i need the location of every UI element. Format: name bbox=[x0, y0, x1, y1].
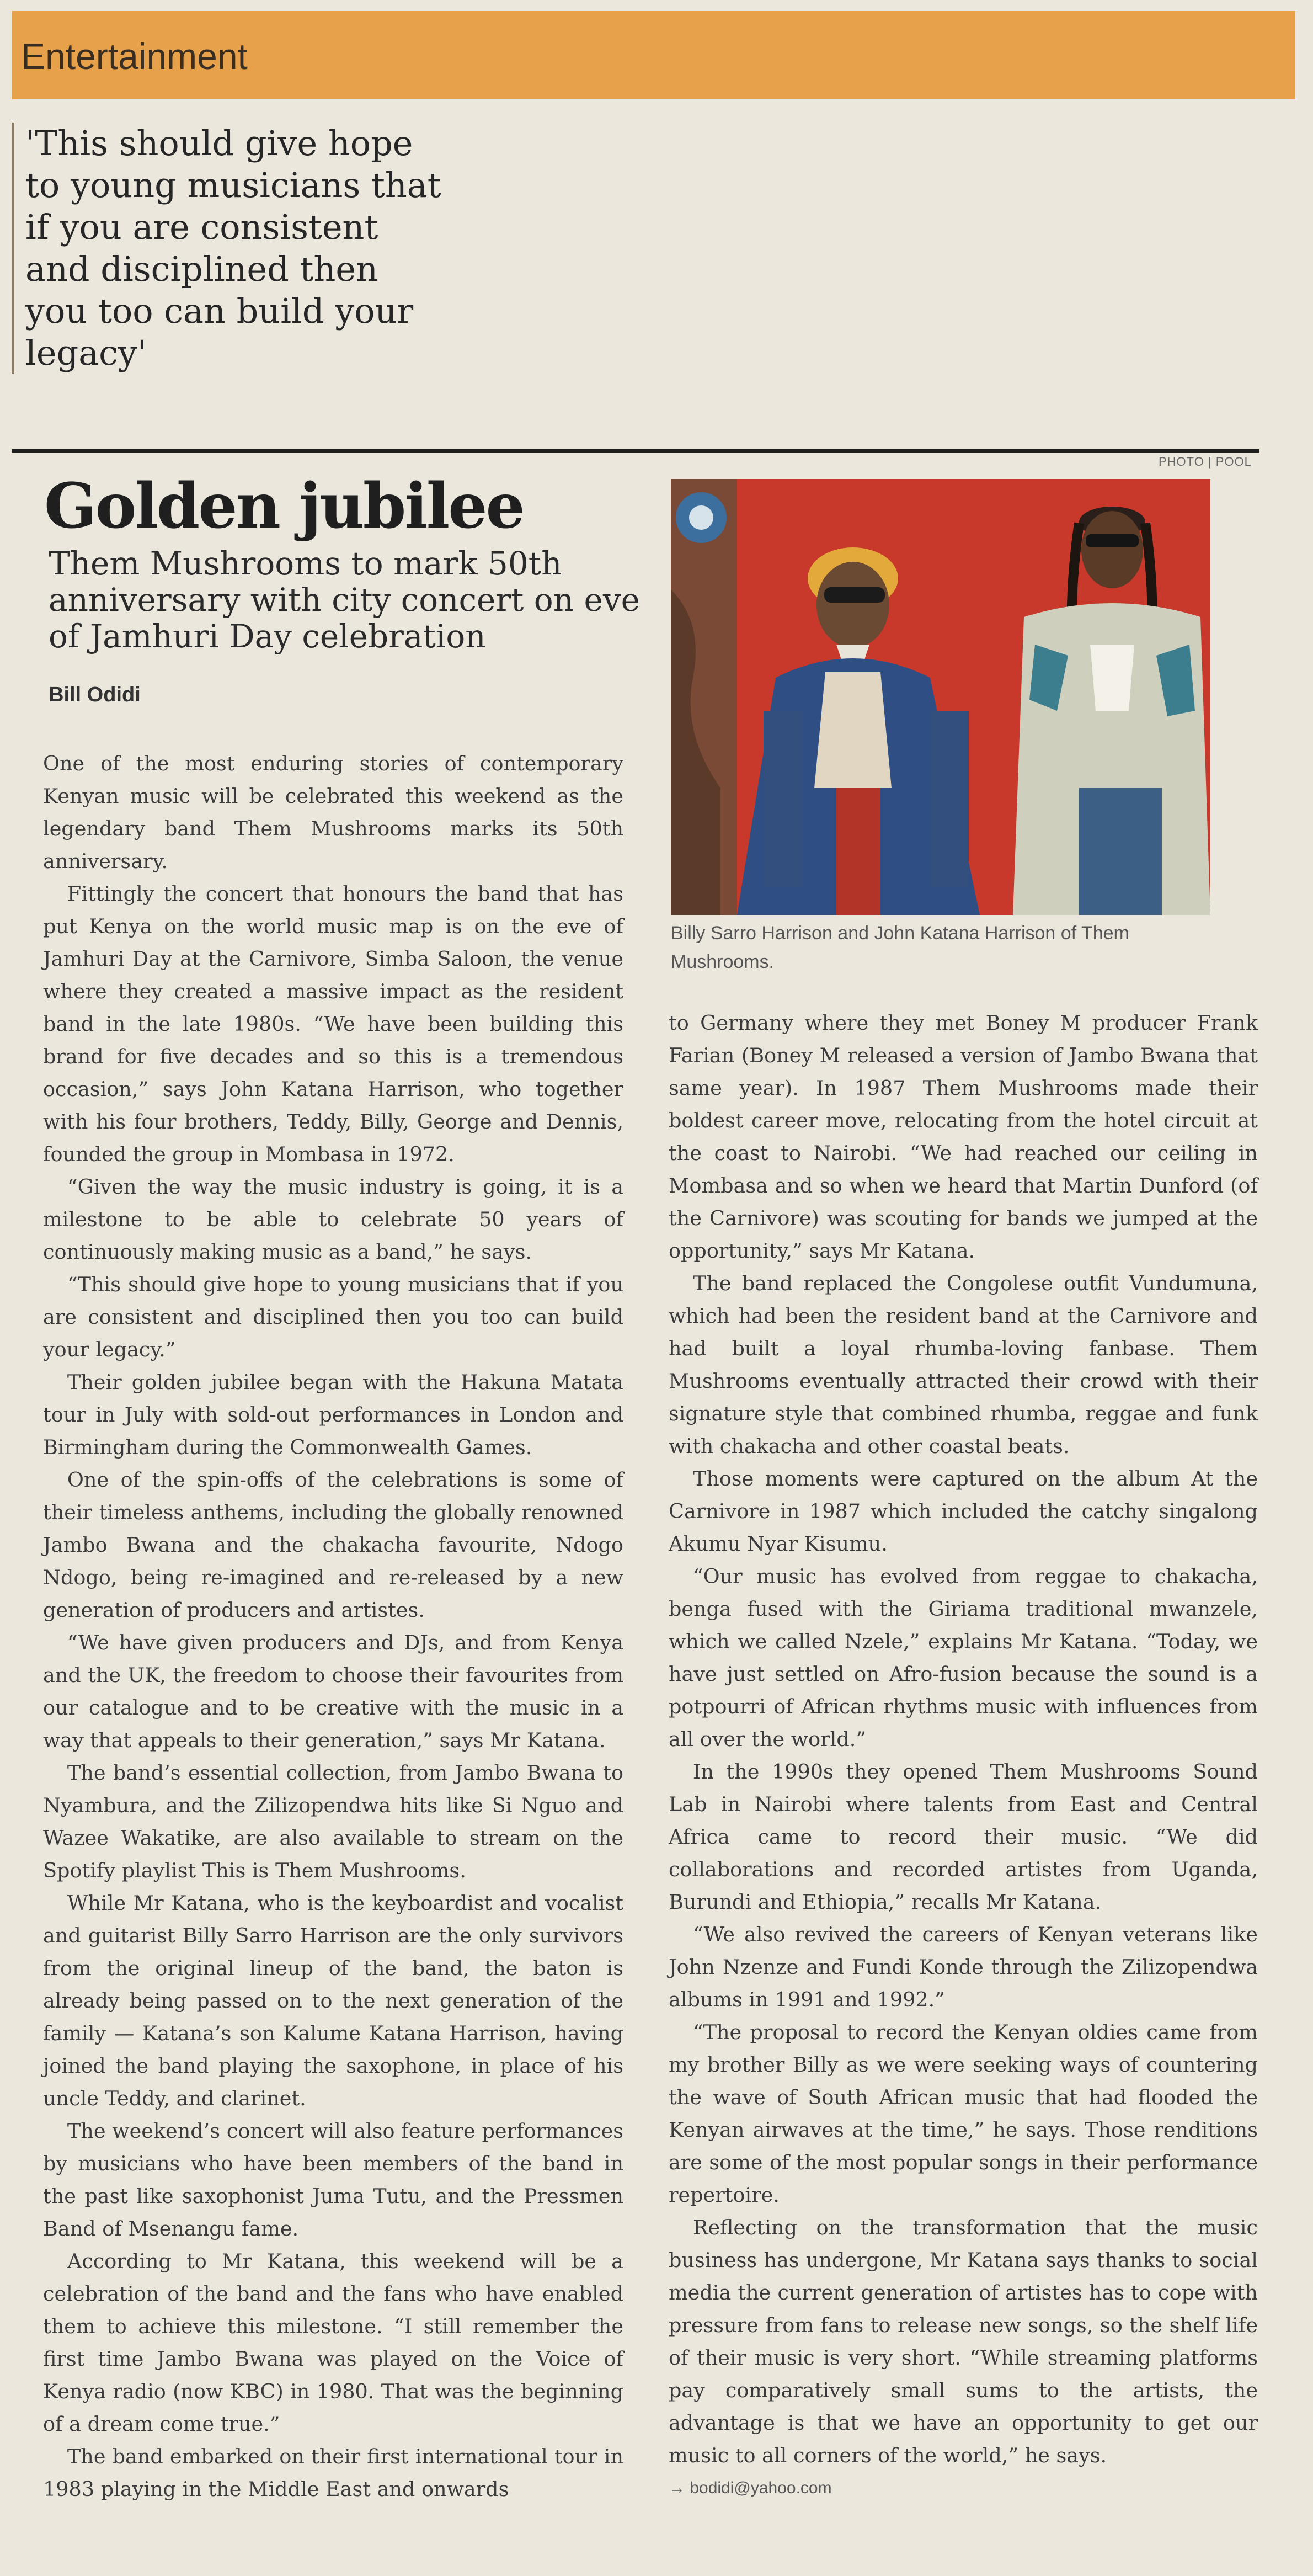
photo-caption: Billy Sarro Harrison and John Katana Harrison of Them Mushrooms. bbox=[671, 923, 1129, 972]
article-paragraph: One of the most enduring stories of contemporary Kenyan music will be celebrated this weekend as the legendary band Them Mushrooms marks its 50th anniversary. bbox=[43, 752, 623, 873]
article-paragraph: The band embarked on their first international tour in 1983 playing in the Middle East and onwards bbox=[43, 2445, 623, 2501]
pull-quote: 'This should give hope to young musicians that if you are consistent and disciplined then you too can build your legacy' bbox=[12, 123, 445, 374]
article-paragraph: While Mr Katana, who is the keyboardist and vocalist and guitarist Billy Sarro Harrison are the only survivors from the original lineup of the band, the baton is already being passed on to the next generation of the family — Katana’s son Kalume Katana Harrison, having joined the band playing the saxophone, in place of his uncle Teddy, and clarinet. bbox=[43, 1891, 623, 2110]
article-paragraph: “We also revived the careers of Kenyan veterans like John Nzenze and Fundi Konde through the Zilizopendwa albums in 1991 and 1992.” bbox=[669, 1923, 1258, 2011]
subheadline: Them Mushrooms to mark 50th anniversary with city concert on eve of Jamhuri Day celebration bbox=[49, 545, 640, 655]
article-paragraph: The band replaced the Congolese outfit Vundumuna, which had been the resident band at the Carnivore and had built a loyal rhumba-loving fanbase. Them Mushrooms eventually attracted their crowd with their signature style that combined rhumba, reggae and funk with chakacha and other coastal beats. bbox=[669, 1271, 1258, 1458]
article-paragraph: Those moments were captured on the album At the Carnivore in 1987 which included the catchy singalong Akumu Nyar Kisumu. bbox=[669, 1467, 1258, 1556]
article-paragraph: “Our music has evolved from reggae to chakacha, benga fused with the Giriama traditional mwanzele, which we called Nzele,” explains Mr Katana. “Today, we have just settled on Afro-fusion because the sound is a potpourri of African rhythms music with influences from all over the world.” bbox=[669, 1564, 1258, 1751]
section-label: Entertainment bbox=[21, 36, 248, 77]
byline: Bill Odidi bbox=[49, 683, 141, 706]
article-paragraph: The weekend’s concert will also feature performances by musicians who have been members of the band in the past like saxophonist Juma Tutu, and the Pressmen Band of Msenangu fame. bbox=[43, 2119, 623, 2240]
photo-credit: PHOTO | POOL bbox=[1159, 455, 1252, 469]
article-paragraph: The band’s essential collection, from Jambo Bwana to Nyambura, and the Zilizopendwa hits like Si Nguo and Wazee Wakatike, are also available to stream on the Spotify playlist This is Them Mushrooms. bbox=[43, 1761, 623, 1882]
article-paragraph: One of the spin-offs of the celebrations is some of their timeless anthems, including the globally renowned Jambo Bwana and the chakacha favourite, Ndogo Ndogo, being re-imagined and re-released by a new generation of producers and artistes. bbox=[43, 1468, 623, 1622]
headline: Golden jubilee bbox=[44, 470, 524, 542]
article-paragraph: Fittingly the concert that honours the band that has put Kenya on the world music map is on the eve of Jamhuri Day at the Carnivore, Simba Saloon, the venue where they created a massive impact as the resident band in the late 1980s. “We have been building this brand for five decades and so this is a tremendous occasion,” says John Katana Harrison, who together with his four brothers, Teddy, Billy, George and Dennis, founded the group in Mombasa in 1972. bbox=[43, 882, 623, 1166]
divider-rule bbox=[12, 449, 1259, 453]
article-paragraph: According to Mr Katana, this weekend will be a celebration of the band and the fans who have enabled them to achieve this milestone. “I still remember the first time Jambo Bwana was played on the Voice of Kenya radio (now KBC) in 1980. That was the beginning of a dream come true.” bbox=[43, 2249, 623, 2436]
article-paragraph: In the 1990s they opened Them Mushrooms Sound Lab in Nairobi where talents from East and Central Africa came to record their music. “We did collaborations and recorded artistes from Uganda, Burundi and Ethiopia,” recalls Mr Katana. bbox=[669, 1760, 1258, 1914]
article-paragraph: Their golden jubilee began with the Hakuna Matata tour in July with sold-out performances in London and Birmingham during the Commonwealth Games. bbox=[43, 1370, 623, 1459]
article-paragraph: “The proposal to record the Kenyan oldies came from my brother Billy as we were seeking ways of countering the wave of South African music that had flooded the Kenyan airwaves at the time,” he says. Those renditions are some of the most popular songs in their performance repertoire. bbox=[669, 2020, 1258, 2207]
article-paragraph: “Given the way the music industry is going, it is a milestone to be able to celebrate 50 years of continuously making music as a band,” he says. bbox=[43, 1175, 623, 1264]
author-email-link[interactable]: → bodidi@yahoo.com bbox=[669, 2479, 832, 2497]
article-column-left bbox=[43, 747, 623, 2505]
article-paragraph: Reflecting on the transformation that the music business has undergone, Mr Katana says thanks to social media the current generation of artistes has to cope with pressure from fans to release new songs, so the shelf life of their music is very short. “While streaming platforms pay comparatively small sums to the artists, the advantage is that we have an opportunity to get our music to all corners of the world,” he says. bbox=[669, 2216, 1258, 2467]
article-photo bbox=[671, 479, 1210, 915]
article-paragraph: “We have given producers and DJs, and from Kenya and the UK, the freedom to choose their favourites from our catalogue and to be creative with the music in a way that appeals to their generation,” says Mr Katana. bbox=[43, 1631, 623, 1752]
article-column-right bbox=[669, 1007, 1258, 2504]
article-paragraph: “This should give hope to young musicians that if you are consistent and disciplined then you too can build your legacy.” bbox=[43, 1273, 623, 1361]
article-paragraph: to Germany where they met Boney M producer Frank Farian (Boney M released a version of Jambo Bwana that same year). In 1987 Them Mushrooms made their boldest career move, relocating from the hotel circuit at the coast to Nairobi. “We had reached our ceiling in Mombasa and so when we heard that Martin Dunford (of the Carnivore) was scouting for bands we jumped at the opportunity,” says Mr Katana. bbox=[669, 1011, 1258, 1263]
